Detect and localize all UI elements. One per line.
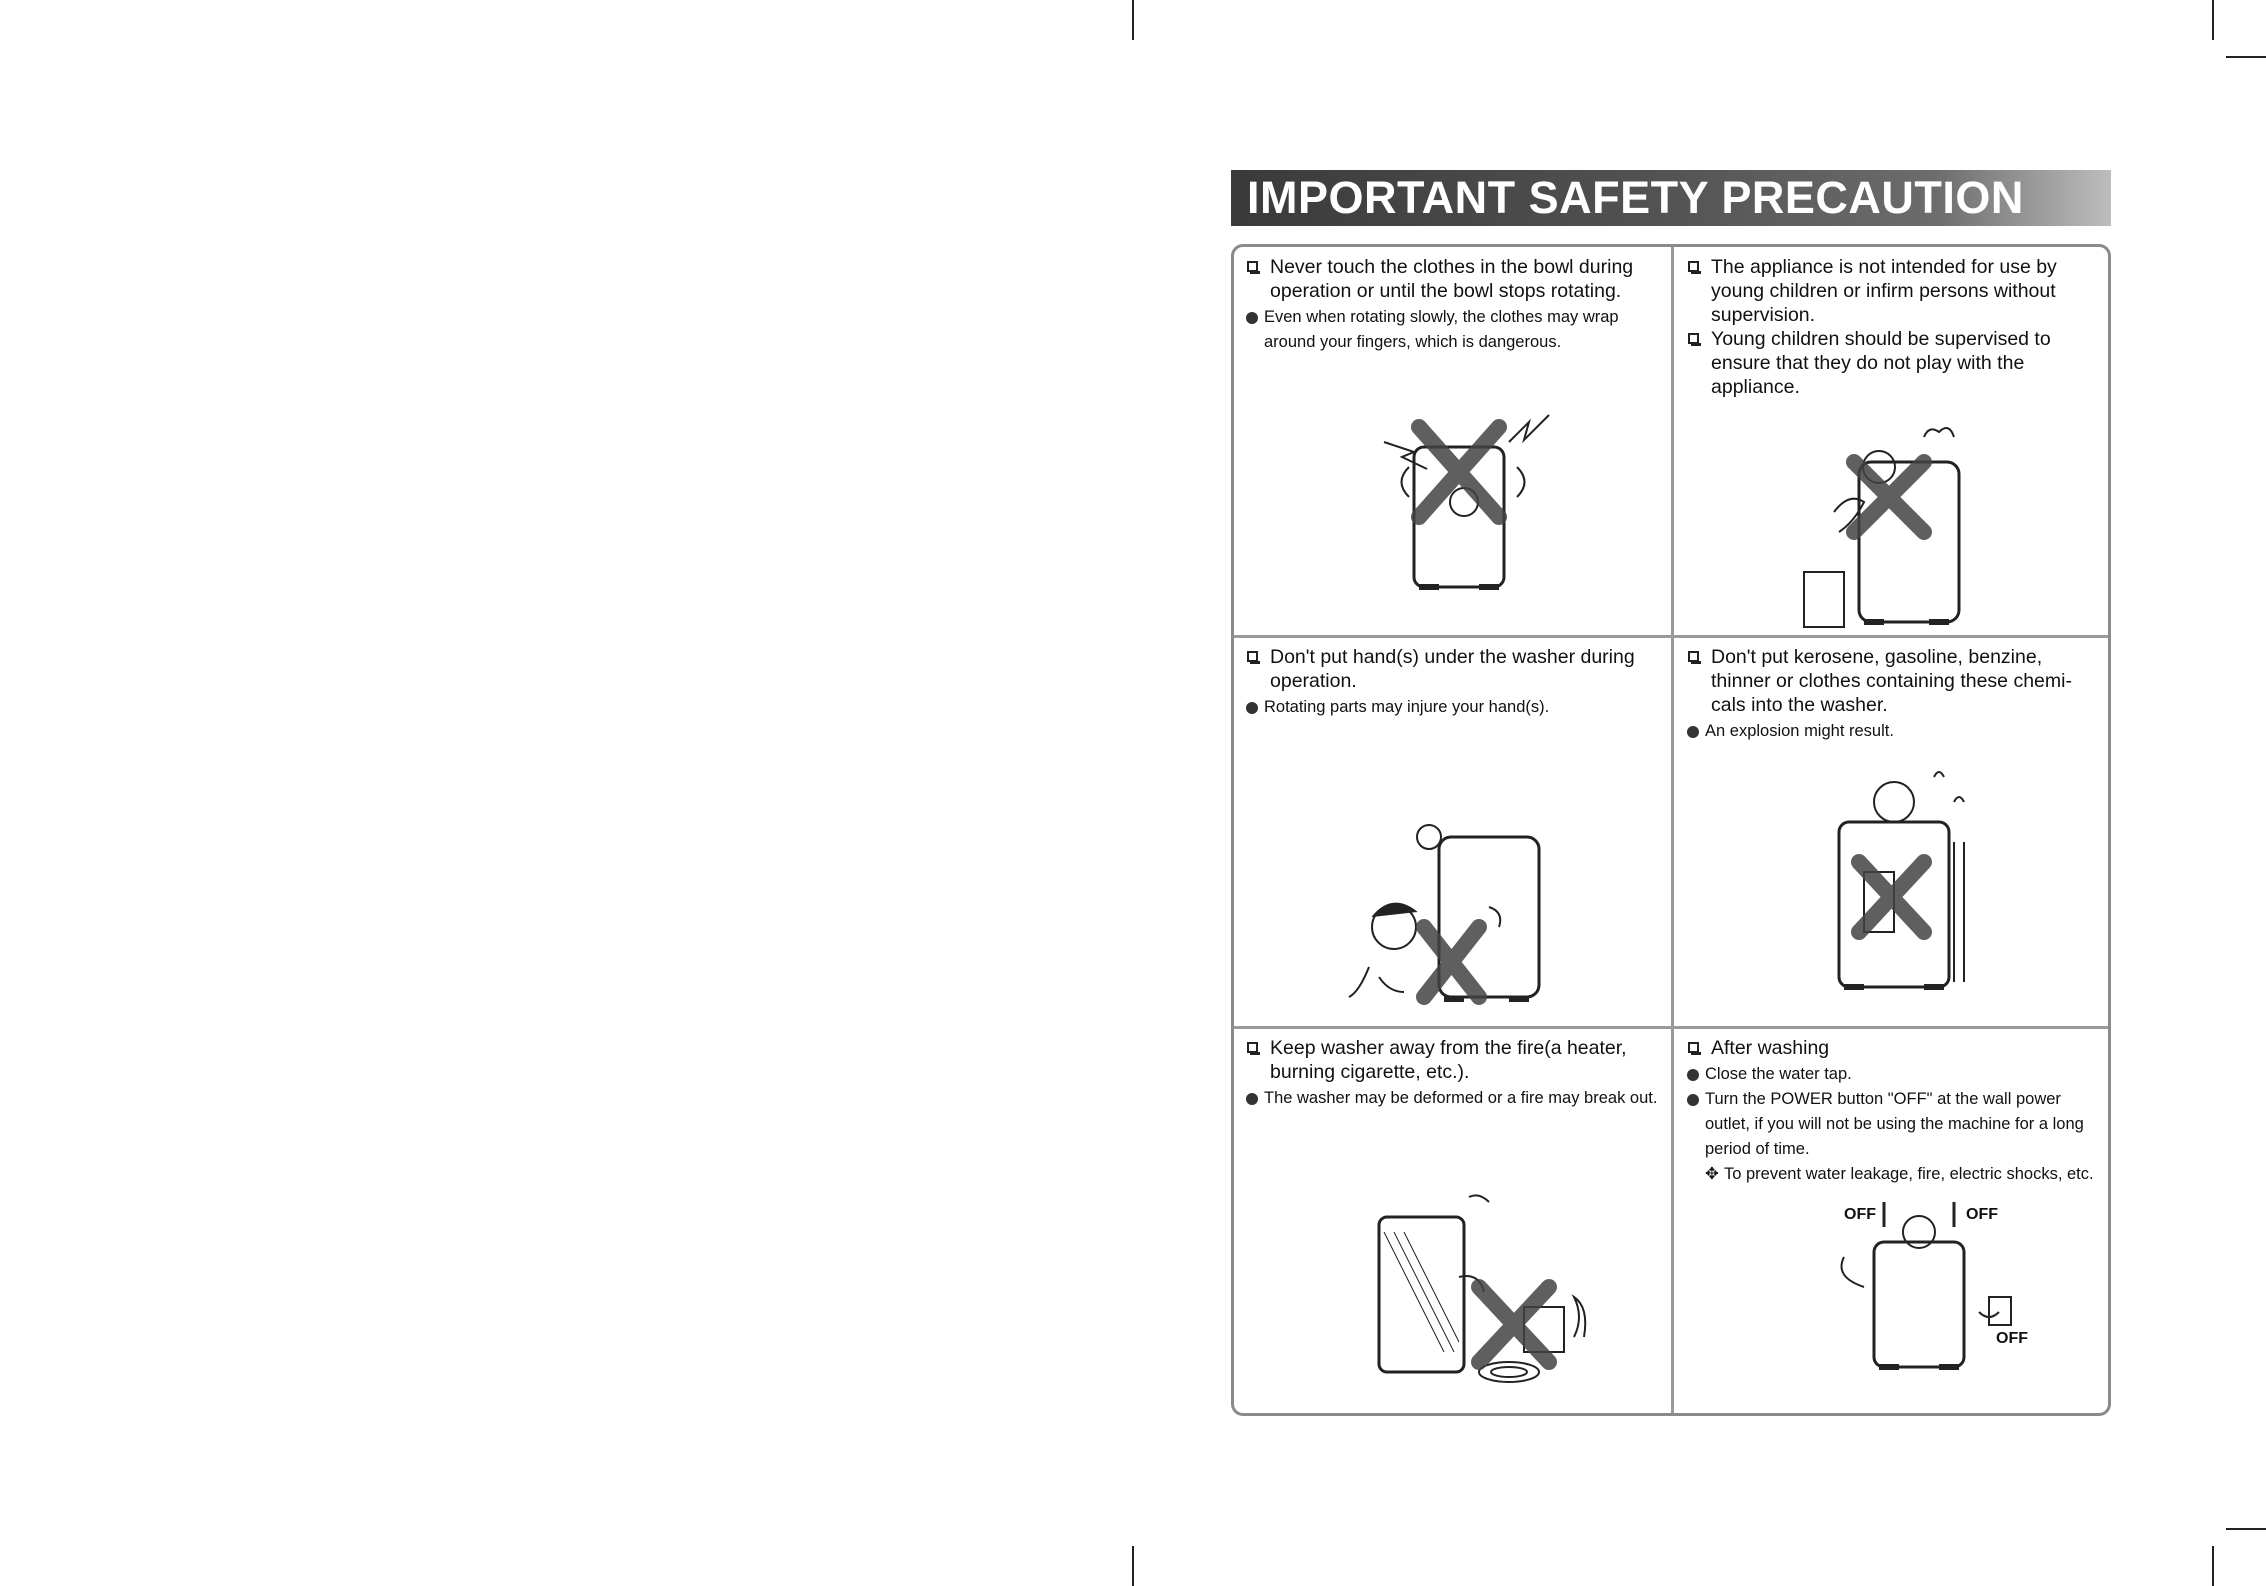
column-divider [1671,247,1674,1413]
section-heading: Keep washer away from the fire(a heater, burning cigarette, etc.). [1245,1036,1665,1084]
section-children [1686,255,2106,399]
crop-mark [2226,1528,2266,1530]
off-label-outlet: OFF [1996,1330,2028,1347]
section-heading: The appliance is not intended for use by young children or infirm persons without supervision. [1686,255,2106,327]
illustration-chemicals [1804,762,1984,992]
section-bullet: Even when rotating slowly, the clothes may wrap around your fingers, which is dangerous. [1245,305,1665,355]
section-bullet: An explosion might result. [1686,719,2106,744]
section-hands [1245,645,1665,720]
section-after-washing [1686,1036,2106,1187]
crop-mark [2212,0,2214,40]
illustration-hands [1339,817,1569,1012]
section-heading: Young children should be supervised to ensure that they do not play with the appliance. [1686,327,2106,399]
section-chemicals [1686,645,2106,744]
illustration-after-washing [1804,1202,2034,1372]
illustration-fire [1359,1187,1609,1387]
row-divider [1234,1026,2108,1029]
section-heading: Don't put kerosene, gasoline, benzine, thinner or clothes containing these chemi-cals into the washer. [1686,645,2106,717]
title-banner [1231,170,2111,226]
section-bowl [1245,255,1665,355]
crop-mark [2212,1546,2214,1586]
section-bullet: Rotating parts may injure your hand(s). [1245,695,1665,720]
crop-mark [2226,56,2266,58]
section-heading: Never touch the clothes in the bowl during operation or until the bowl stops rotating. [1245,255,1665,303]
section-fire [1245,1036,1665,1111]
crop-mark [1132,0,1134,40]
illustration-bowl [1369,407,1569,607]
section-heading: Don't put hand(s) under the washer during operation. [1245,645,1665,693]
safety-panel [1231,244,2111,1416]
section-bullet: Turn the POWER button "OFF" at the wall power outlet, if you will not be using the machine for a long period of time. [1686,1087,2106,1162]
row-divider [1234,635,2108,638]
note-text: To prevent water leakage, fire, electric shocks, etc. [1724,1165,2094,1183]
section-note [1686,1162,2106,1187]
crop-mark [1132,1546,1134,1586]
section-heading: After washing [1686,1036,2106,1060]
note-mark: ✥ [1705,1165,1719,1183]
section-bullet: The washer may be deformed or a fire may break out. [1245,1086,1665,1111]
off-label-right: OFF [1966,1206,1998,1223]
illustration-children [1799,422,1999,632]
off-label-left: OFF [1844,1206,1876,1223]
page-title: IMPORTANT SAFETY PRECAUTION [1247,172,2024,223]
section-bullet: Close the water tap. [1686,1062,2106,1087]
